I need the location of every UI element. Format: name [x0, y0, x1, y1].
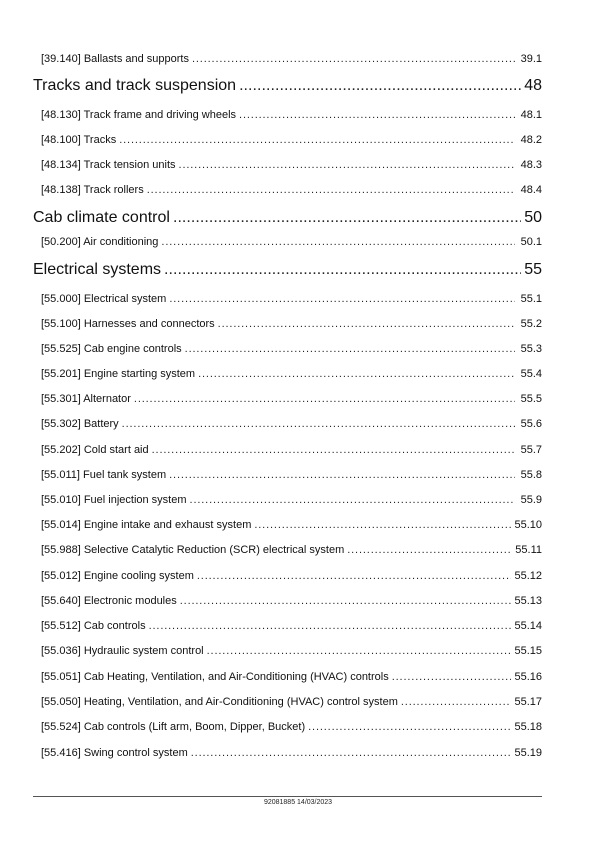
dot-leader — [218, 317, 515, 331]
toc-chapter-page: 55 — [524, 261, 542, 278]
toc-entry-page: 48.4 — [520, 184, 542, 196]
dot-leader — [192, 52, 515, 66]
toc-entry-label: [55.100] Harnesses and connectors — [41, 318, 215, 330]
toc-entry[interactable] — [33, 644, 542, 658]
toc-entry-label: [55.050] Heating, Ventilation, and Air-Conditioning (HVAC) control system — [41, 696, 398, 708]
toc-chapter-page: 50 — [524, 209, 542, 226]
toc-entry-label: [55.036] Hydraulic system control — [41, 645, 204, 657]
toc-chapter[interactable] — [33, 76, 542, 96]
toc-entry-page: 55.13 — [514, 595, 542, 607]
toc-entry[interactable] — [33, 183, 542, 197]
toc-entry-page: 55.1 — [520, 293, 542, 305]
dot-leader — [122, 417, 515, 431]
toc-entry-label: [55.012] Engine cooling system — [41, 570, 194, 582]
dot-leader — [169, 292, 515, 306]
toc-entry[interactable] — [33, 468, 542, 482]
toc-entry-page: 55.17 — [514, 696, 542, 708]
dot-leader — [161, 235, 515, 249]
dot-leader — [239, 108, 515, 122]
toc-entry[interactable] — [33, 417, 542, 431]
toc-entry-page: 55.5 — [520, 393, 542, 405]
toc-entry[interactable] — [33, 392, 542, 406]
toc-entry-page: 48.1 — [520, 109, 542, 121]
toc-entry-label: [55.988] Selective Catalytic Reduction (SCR) electrical system — [41, 544, 345, 556]
toc-entry[interactable] — [33, 235, 542, 249]
dot-leader — [347, 543, 512, 557]
toc-entry-label: [55.201] Engine starting system — [41, 368, 196, 380]
toc-entry[interactable] — [33, 443, 542, 457]
toc-entry-label: [55.202] Cold start aid — [41, 444, 149, 456]
toc-entry-label: [55.014] Engine intake and exhaust system — [41, 519, 252, 531]
dot-leader — [185, 342, 515, 356]
dot-leader — [173, 208, 521, 228]
dot-leader — [197, 569, 512, 583]
toc-entry[interactable] — [33, 342, 542, 356]
toc-entry-page: 55.8 — [520, 469, 542, 481]
toc-entry-page: 55.9 — [520, 494, 542, 506]
dot-leader — [198, 367, 515, 381]
toc-chapter-label: Tracks and track suspension — [33, 77, 237, 94]
toc-chapter-page: 48 — [524, 77, 542, 94]
toc-entry[interactable] — [33, 695, 542, 709]
dot-leader — [308, 720, 511, 734]
toc-entry-page: 48.2 — [520, 134, 542, 146]
toc-entry[interactable] — [33, 292, 542, 306]
toc-entry[interactable] — [33, 518, 542, 532]
footer-document-id: 92081885 14/03/2023 — [263, 799, 333, 806]
dot-leader — [191, 746, 512, 760]
toc-entry-page: 55.2 — [520, 318, 542, 330]
dot-leader — [179, 158, 515, 172]
toc-entry-page: 55.10 — [514, 519, 542, 531]
toc-entry[interactable] — [33, 317, 542, 331]
dot-leader — [180, 594, 512, 608]
toc-entry[interactable] — [33, 670, 542, 684]
toc-entry[interactable] — [33, 543, 542, 557]
toc-chapter-label: Cab climate control — [33, 209, 170, 226]
dot-leader — [164, 260, 521, 280]
toc-entry-page: 55.11 — [515, 544, 542, 556]
dot-leader — [239, 76, 521, 96]
toc-entry-page: 55.16 — [514, 671, 542, 683]
toc-entry[interactable] — [33, 52, 542, 66]
toc-chapter[interactable] — [33, 260, 542, 280]
toc-entry-label: [55.302] Battery — [41, 418, 119, 430]
toc-entry[interactable] — [33, 493, 542, 507]
toc-entry-label: [55.000] Electrical system — [41, 293, 167, 305]
toc-entry[interactable] — [33, 594, 542, 608]
toc-entry-label: [48.100] Tracks — [41, 134, 117, 146]
toc-entry-page: 39.1 — [520, 53, 542, 65]
toc-entry-page: 55.19 — [514, 747, 542, 759]
toc-chapter-label: Electrical systems — [33, 261, 162, 278]
toc-entry[interactable] — [33, 746, 542, 760]
toc-entry-label: [55.524] Cab controls (Lift arm, Boom, Dipper, Bucket) — [41, 721, 306, 733]
dot-leader — [119, 133, 515, 147]
toc-entry-label: [55.525] Cab engine controls — [41, 343, 182, 355]
dot-leader — [401, 695, 512, 709]
toc-entry-label: [48.138] Track rollers — [41, 184, 144, 196]
toc-entry-label: [55.301] Alternator — [41, 393, 131, 405]
toc-entry-page: 55.4 — [520, 368, 542, 380]
dot-leader — [134, 392, 515, 406]
toc-entry-page: 55.18 — [514, 721, 542, 733]
dot-leader — [152, 443, 515, 457]
toc-entry[interactable] — [33, 367, 542, 381]
toc-entry-page: 55.14 — [514, 620, 542, 632]
toc-entry-page: 55.15 — [514, 645, 542, 657]
toc-entry-label: [48.130] Track frame and driving wheels — [41, 109, 237, 121]
toc-entry-label: [55.011] Fuel tank system — [41, 469, 167, 481]
toc-entry-label: [55.051] Cab Heating, Ventilation, and Air-Conditioning (HVAC) controls — [41, 671, 389, 683]
dot-leader — [169, 468, 515, 482]
toc-entry-page: 50.1 — [520, 236, 542, 248]
toc-entry-page: 55.7 — [520, 444, 542, 456]
toc-entry-label: [55.640] Electronic modules — [41, 595, 177, 607]
toc-entry[interactable] — [33, 619, 542, 633]
toc-entry-label: [55.512] Cab controls — [41, 620, 146, 632]
toc-entry-label: [55.416] Swing control system — [41, 747, 188, 759]
toc-entry-label: [50.200] Air conditioning — [41, 236, 159, 248]
toc-entry[interactable] — [33, 133, 542, 147]
dot-leader — [190, 493, 515, 507]
toc-entry[interactable] — [33, 108, 542, 122]
toc-entry[interactable] — [33, 569, 542, 583]
toc-entry-label: [39.140] Ballasts and supports — [41, 53, 189, 65]
dot-leader — [392, 670, 512, 684]
toc-entry-page: 48.3 — [520, 159, 542, 171]
dot-leader — [149, 619, 512, 633]
toc-entry[interactable] — [33, 158, 542, 172]
toc-entry-label: [55.010] Fuel injection system — [41, 494, 187, 506]
footer-divider — [33, 796, 542, 797]
toc-entry[interactable] — [33, 720, 542, 734]
dot-leader — [207, 644, 512, 658]
dot-leader — [254, 518, 511, 532]
toc-entry-page: 55.3 — [520, 343, 542, 355]
toc-entry-label: [48.134] Track tension units — [41, 159, 176, 171]
toc-entry-page: 55.12 — [514, 570, 542, 582]
dot-leader — [147, 183, 515, 197]
toc-entry-page: 55.6 — [520, 418, 542, 430]
toc-chapter[interactable] — [33, 208, 542, 228]
